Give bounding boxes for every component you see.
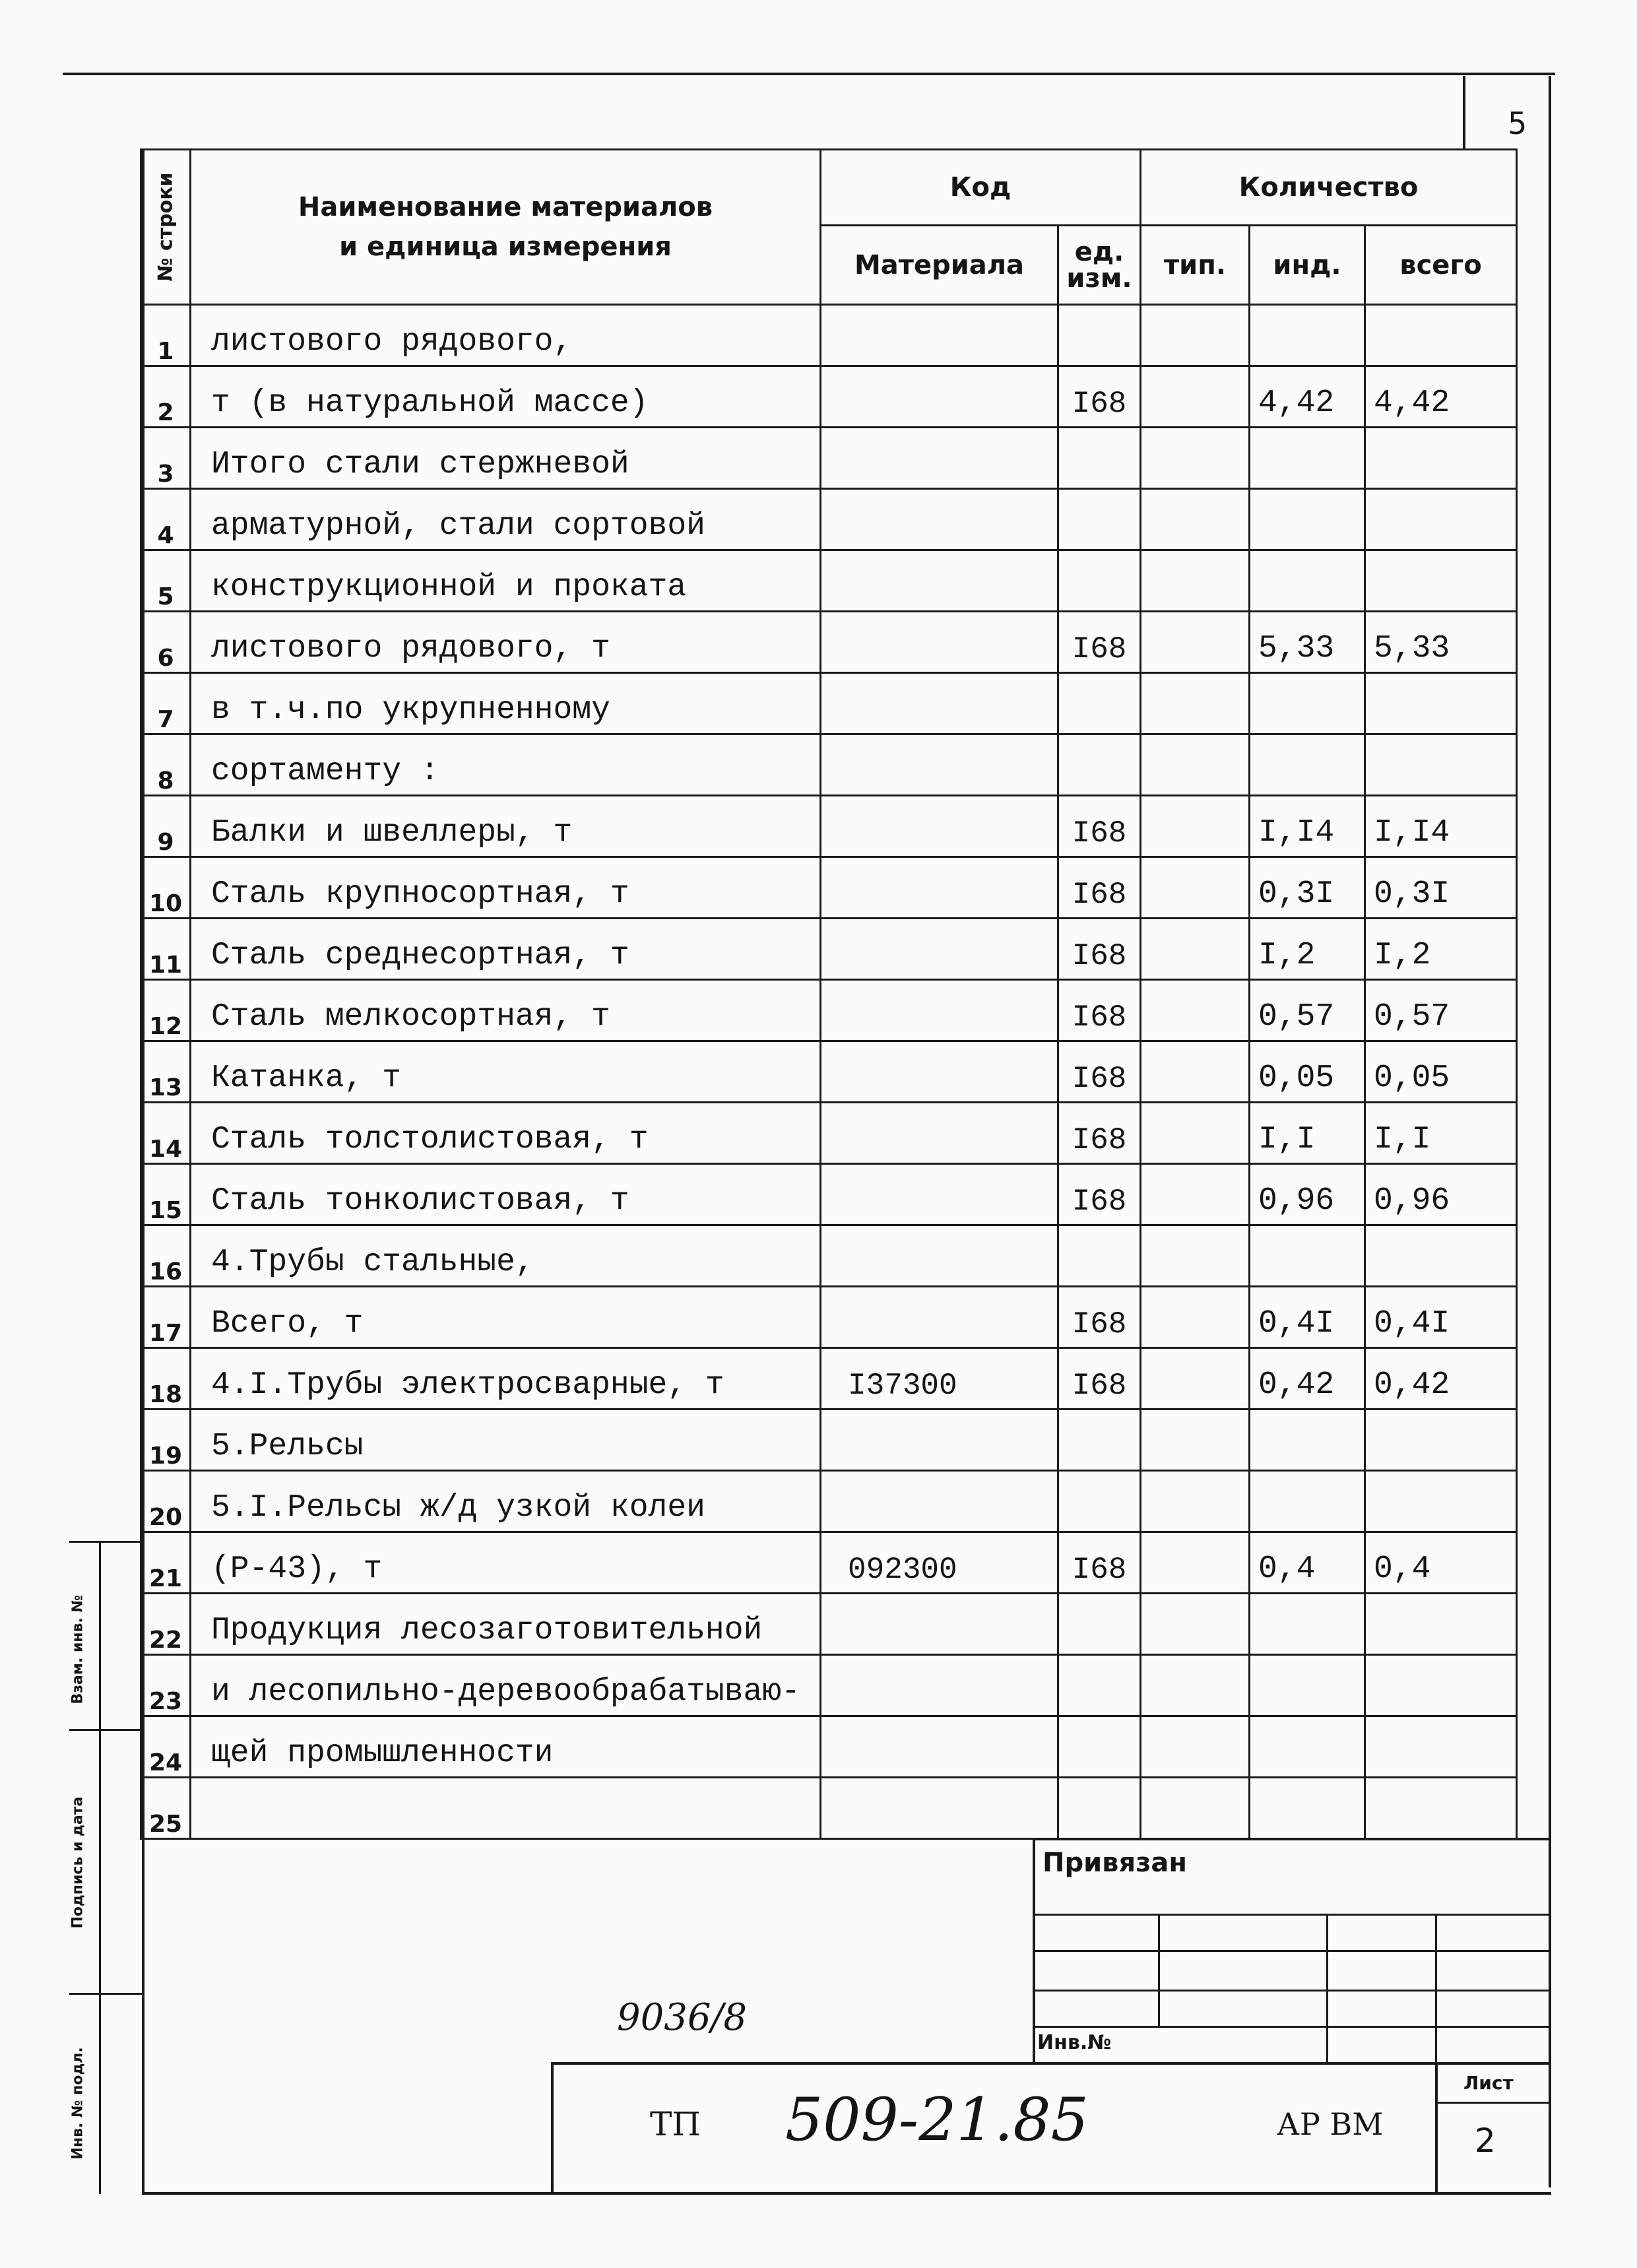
row-unit-code	[1058, 1471, 1141, 1532]
row-qty-ind: 0,4	[1250, 1532, 1365, 1594]
sheet-box-divider	[1435, 2102, 1551, 2104]
row-material-code	[821, 857, 1058, 919]
table-row	[141, 1594, 1517, 1655]
header-quantity-group: Количество	[1141, 150, 1517, 226]
row-name: Катанка, т	[191, 1041, 821, 1103]
table-row	[141, 1532, 1517, 1594]
row-unit-code: I68	[1058, 1348, 1141, 1409]
row-unit-code: I68	[1058, 1532, 1141, 1594]
row-material-code	[821, 1164, 1058, 1225]
row-qty-typ	[1141, 1103, 1250, 1164]
row-name: сортаменту :	[191, 734, 821, 796]
row-name: Сталь среднесортная, т	[191, 919, 821, 980]
row-qty-typ	[1141, 734, 1250, 796]
table-row	[141, 857, 1517, 919]
row-number: 18	[141, 1348, 191, 1409]
row-qty-typ	[1141, 1532, 1250, 1594]
table-row	[141, 1348, 1517, 1409]
row-qty-typ	[1141, 796, 1250, 857]
row-name: 5.I.Рельсы ж/д узкой колеи	[191, 1471, 821, 1532]
row-number: 1	[141, 305, 191, 366]
row-unit-code: I68	[1058, 796, 1141, 857]
row-number: 14	[141, 1103, 191, 1164]
sheet-box-left	[1435, 2062, 1438, 2194]
row-unit-code: I68	[1058, 612, 1141, 673]
row-number: 23	[141, 1655, 191, 1716]
row-qty-typ	[1141, 1348, 1250, 1409]
row-material-code	[821, 1471, 1058, 1532]
row-qty-ind	[1250, 734, 1365, 796]
row-name: и лесопильно-деревообрабатываю-	[191, 1655, 821, 1716]
row-qty-typ	[1141, 857, 1250, 919]
row-number: 10	[141, 857, 191, 919]
ar-vm-label: АР ВМ	[1277, 2106, 1384, 2142]
row-number: 11	[141, 919, 191, 980]
row-qty-typ	[1141, 980, 1250, 1041]
row-qty-typ	[1141, 612, 1250, 673]
tb-grid-h1	[1033, 1914, 1549, 1916]
side-stamp-hline-1	[69, 1541, 143, 1543]
row-material-code	[821, 980, 1058, 1041]
tb-grid-h4	[1033, 2026, 1549, 2028]
row-name: Сталь толстолистовая, т	[191, 1103, 821, 1164]
right-frame	[1549, 76, 1551, 2187]
row-material-code	[821, 1409, 1058, 1471]
row-qty-total: I,I	[1365, 1103, 1517, 1164]
row-name: Сталь крупносортная, т	[191, 857, 821, 919]
row-qty-ind	[1250, 428, 1365, 489]
row-qty-total: 0,57	[1365, 980, 1517, 1041]
row-qty-total: 0,4I	[1365, 1287, 1517, 1348]
row-qty-ind: 0,05	[1250, 1041, 1365, 1103]
row-qty-total: 4,42	[1365, 366, 1517, 428]
tb-grid-v3	[1435, 1914, 1437, 2062]
row-qty-total	[1365, 550, 1517, 612]
table-row	[141, 489, 1517, 550]
table-row	[141, 1471, 1517, 1532]
row-qty-typ	[1141, 1594, 1250, 1655]
row-qty-total	[1365, 1716, 1517, 1778]
row-qty-typ	[1141, 1041, 1250, 1103]
sheet-label: Лист	[1463, 2072, 1514, 2094]
row-qty-total	[1365, 673, 1517, 734]
row-qty-ind	[1250, 305, 1365, 366]
row-material-code	[821, 1287, 1058, 1348]
table-row	[141, 1164, 1517, 1225]
header-row-number: № строки	[141, 150, 191, 305]
row-number: 17	[141, 1287, 191, 1348]
row-qty-typ	[1141, 919, 1250, 980]
row-qty-total: 0,42	[1365, 1348, 1517, 1409]
row-unit-code: I68	[1058, 919, 1141, 980]
row-qty-ind	[1250, 550, 1365, 612]
row-unit-code	[1058, 489, 1141, 550]
row-qty-total	[1365, 1655, 1517, 1716]
table-row	[141, 305, 1517, 366]
row-qty-total: 5,33	[1365, 612, 1517, 673]
row-qty-ind	[1250, 1225, 1365, 1287]
row-material-code	[821, 612, 1058, 673]
row-number: 2	[141, 366, 191, 428]
row-name: в т.ч.по укрупненному	[191, 673, 821, 734]
row-qty-ind: 0,42	[1250, 1348, 1365, 1409]
tb-grid-v1	[1158, 1914, 1160, 2026]
side-stamp-vline	[99, 1541, 101, 2194]
table-row	[141, 1778, 1517, 1839]
row-qty-typ	[1141, 1409, 1250, 1471]
row-number: 4	[141, 489, 191, 550]
row-qty-total	[1365, 1471, 1517, 1532]
row-unit-code	[1058, 550, 1141, 612]
row-name: конструкционной и проката	[191, 550, 821, 612]
tp-label: ТП	[650, 2105, 701, 2143]
row-qty-typ	[1141, 550, 1250, 612]
table-row	[141, 796, 1517, 857]
inv-no-label: Инв.№	[1037, 2031, 1112, 2054]
row-unit-code	[1058, 428, 1141, 489]
row-qty-typ	[1141, 305, 1250, 366]
row-number: 21	[141, 1532, 191, 1594]
tb-grid-v2	[1326, 1914, 1328, 2062]
row-material-code	[821, 550, 1058, 612]
table-row	[141, 428, 1517, 489]
row-unit-code: I68	[1058, 1287, 1141, 1348]
row-number: 24	[141, 1716, 191, 1778]
row-number: 12	[141, 980, 191, 1041]
row-qty-ind: I,I	[1250, 1103, 1365, 1164]
row-material-code	[821, 1225, 1058, 1287]
row-number: 3	[141, 428, 191, 489]
tp-box-top	[551, 2062, 1549, 2065]
row-unit-code: I68	[1058, 857, 1141, 919]
row-qty-total	[1365, 1225, 1517, 1287]
header-typ: тип.	[1141, 226, 1250, 305]
row-number: 19	[141, 1409, 191, 1471]
tb-top-line	[1033, 1838, 1549, 1840]
table-row	[141, 1409, 1517, 1471]
row-unit-code	[1058, 1778, 1141, 1839]
row-qty-total	[1365, 428, 1517, 489]
bottom-frame	[142, 2192, 1551, 2195]
row-qty-total: 0,05	[1365, 1041, 1517, 1103]
header-name: Наименование материалов и единица измерения	[191, 150, 821, 305]
row-number: 5	[141, 550, 191, 612]
row-qty-ind: 5,33	[1250, 612, 1365, 673]
row-qty-total	[1365, 1594, 1517, 1655]
row-qty-ind	[1250, 1655, 1365, 1716]
row-qty-ind: 4,42	[1250, 366, 1365, 428]
page-number: 5	[1508, 106, 1527, 141]
row-unit-code	[1058, 1225, 1141, 1287]
row-number: 8	[141, 734, 191, 796]
row-qty-total: 0,96	[1365, 1164, 1517, 1225]
row-qty-ind	[1250, 673, 1365, 734]
header-material: Материала	[821, 226, 1058, 305]
row-name: листового рядового, т	[191, 612, 821, 673]
table-row	[141, 1716, 1517, 1778]
row-name: Итого стали стержневой	[191, 428, 821, 489]
row-qty-ind	[1250, 1409, 1365, 1471]
side-label-inv-podl: Инв. № подл.	[69, 2047, 86, 2160]
side-stamp-hline-2	[69, 1729, 143, 1731]
row-unit-code: I68	[1058, 1103, 1141, 1164]
row-material-code	[821, 919, 1058, 980]
row-material-code	[821, 1594, 1058, 1655]
row-material-code	[821, 1041, 1058, 1103]
privyazan-label: Привязан	[1043, 1848, 1188, 1878]
row-name: т (в натуральной массе)	[191, 366, 821, 428]
row-unit-code	[1058, 1716, 1141, 1778]
row-qty-ind	[1250, 489, 1365, 550]
row-qty-ind	[1250, 1716, 1365, 1778]
row-material-code: I37300	[821, 1348, 1058, 1409]
row-qty-ind: I,2	[1250, 919, 1365, 980]
row-qty-ind: 0,57	[1250, 980, 1365, 1041]
row-name: Сталь мелкосортная, т	[191, 980, 821, 1041]
row-name: 4.Трубы стальные,	[191, 1225, 821, 1287]
row-number: 20	[141, 1471, 191, 1532]
row-name: Балки и швеллеры, т	[191, 796, 821, 857]
row-name: листового рядового,	[191, 305, 821, 366]
row-qty-total	[1365, 734, 1517, 796]
row-material-code	[821, 734, 1058, 796]
row-unit-code: I68	[1058, 980, 1141, 1041]
row-material-code	[821, 1778, 1058, 1839]
table-row	[141, 734, 1517, 796]
row-qty-total	[1365, 489, 1517, 550]
row-qty-ind	[1250, 1471, 1365, 1532]
row-unit-code	[1058, 734, 1141, 796]
row-number: 6	[141, 612, 191, 673]
table-row	[141, 919, 1517, 980]
row-name: Сталь тонколистовая, т	[191, 1164, 821, 1225]
side-stamp-hline-3	[69, 1993, 143, 1995]
row-unit-code	[1058, 673, 1141, 734]
row-qty-typ	[1141, 1225, 1250, 1287]
row-qty-ind: 0,96	[1250, 1164, 1365, 1225]
row-material-code	[821, 1655, 1058, 1716]
row-name: (Р-43), т	[191, 1532, 821, 1594]
table-row	[141, 1041, 1517, 1103]
row-number: 25	[141, 1778, 191, 1839]
row-number: 15	[141, 1164, 191, 1225]
table-row	[141, 612, 1517, 673]
row-material-code	[821, 428, 1058, 489]
header-unit: ед. изм.	[1058, 226, 1141, 305]
row-number: 16	[141, 1225, 191, 1287]
row-name: 4.I.Трубы электросварные, т	[191, 1348, 821, 1409]
row-unit-code	[1058, 305, 1141, 366]
row-number: 13	[141, 1041, 191, 1103]
row-qty-typ	[1141, 1778, 1250, 1839]
header-code-group: Код	[821, 150, 1141, 226]
top-rule	[63, 73, 1555, 75]
row-unit-code: I68	[1058, 1164, 1141, 1225]
row-unit-code	[1058, 1594, 1141, 1655]
row-qty-typ	[1141, 366, 1250, 428]
row-qty-ind: 0,3I	[1250, 857, 1365, 919]
page-number-box-left	[1463, 76, 1465, 148]
header-ind: инд.	[1250, 226, 1365, 305]
table-row	[141, 1287, 1517, 1348]
side-label-vzam-inv: Взам. инв. №	[69, 1595, 86, 1704]
row-material-code	[821, 673, 1058, 734]
row-name: 5.Рельсы	[191, 1409, 821, 1471]
row-material-code	[821, 489, 1058, 550]
row-qty-typ	[1141, 1164, 1250, 1225]
row-qty-total	[1365, 1778, 1517, 1839]
row-qty-ind	[1250, 1778, 1365, 1839]
row-material-code	[821, 305, 1058, 366]
row-name: Продукция лесозаготовительной	[191, 1594, 821, 1655]
row-unit-code	[1058, 1409, 1141, 1471]
row-unit-code: I68	[1058, 366, 1141, 428]
table-row	[141, 980, 1517, 1041]
tb-grid-h2	[1033, 1950, 1549, 1952]
table-row	[141, 673, 1517, 734]
row-name: арматурной, стали сортовой	[191, 489, 821, 550]
table-row	[141, 1655, 1517, 1716]
row-number: 7	[141, 673, 191, 734]
row-name: щей промышленности	[191, 1716, 821, 1778]
row-qty-typ	[1141, 1471, 1250, 1532]
side-label-podpis-data: Подпись и дата	[69, 1796, 86, 1929]
tb-grid-h3	[1033, 1990, 1549, 1992]
row-name: Всего, т	[191, 1287, 821, 1348]
sheet-number: 2	[1475, 2122, 1496, 2160]
row-qty-total: 0,3I	[1365, 857, 1517, 919]
materials-table	[140, 148, 1518, 1840]
row-qty-total: 0,4	[1365, 1532, 1517, 1594]
tp-box-left	[551, 2062, 554, 2194]
row-qty-ind: 0,4I	[1250, 1287, 1365, 1348]
row-number: 22	[141, 1594, 191, 1655]
handwritten-code: 9036/8	[617, 1996, 748, 2039]
table-row	[141, 1103, 1517, 1164]
row-name	[191, 1778, 821, 1839]
row-qty-typ	[1141, 1716, 1250, 1778]
header-total: всего	[1365, 226, 1517, 305]
row-qty-ind: I,I4	[1250, 796, 1365, 857]
row-qty-typ	[1141, 1655, 1250, 1716]
row-qty-typ	[1141, 1287, 1250, 1348]
table-row	[141, 1225, 1517, 1287]
row-material-code	[821, 1716, 1058, 1778]
row-qty-typ	[1141, 489, 1250, 550]
row-qty-typ	[1141, 673, 1250, 734]
row-material-code	[821, 1103, 1058, 1164]
table-row	[141, 366, 1517, 428]
row-qty-total	[1365, 1409, 1517, 1471]
row-material-code	[821, 796, 1058, 857]
row-qty-total: I,I4	[1365, 796, 1517, 857]
row-qty-total: I,2	[1365, 919, 1517, 980]
tp-number: 509-21.85	[785, 2085, 1089, 2155]
row-qty-ind	[1250, 1594, 1365, 1655]
row-material-code: 092300	[821, 1532, 1058, 1594]
row-unit-code: I68	[1058, 1041, 1141, 1103]
row-qty-typ	[1141, 428, 1250, 489]
row-qty-total	[1365, 305, 1517, 366]
row-unit-code	[1058, 1655, 1141, 1716]
row-material-code	[821, 366, 1058, 428]
table-row	[141, 550, 1517, 612]
row-number: 9	[141, 796, 191, 857]
